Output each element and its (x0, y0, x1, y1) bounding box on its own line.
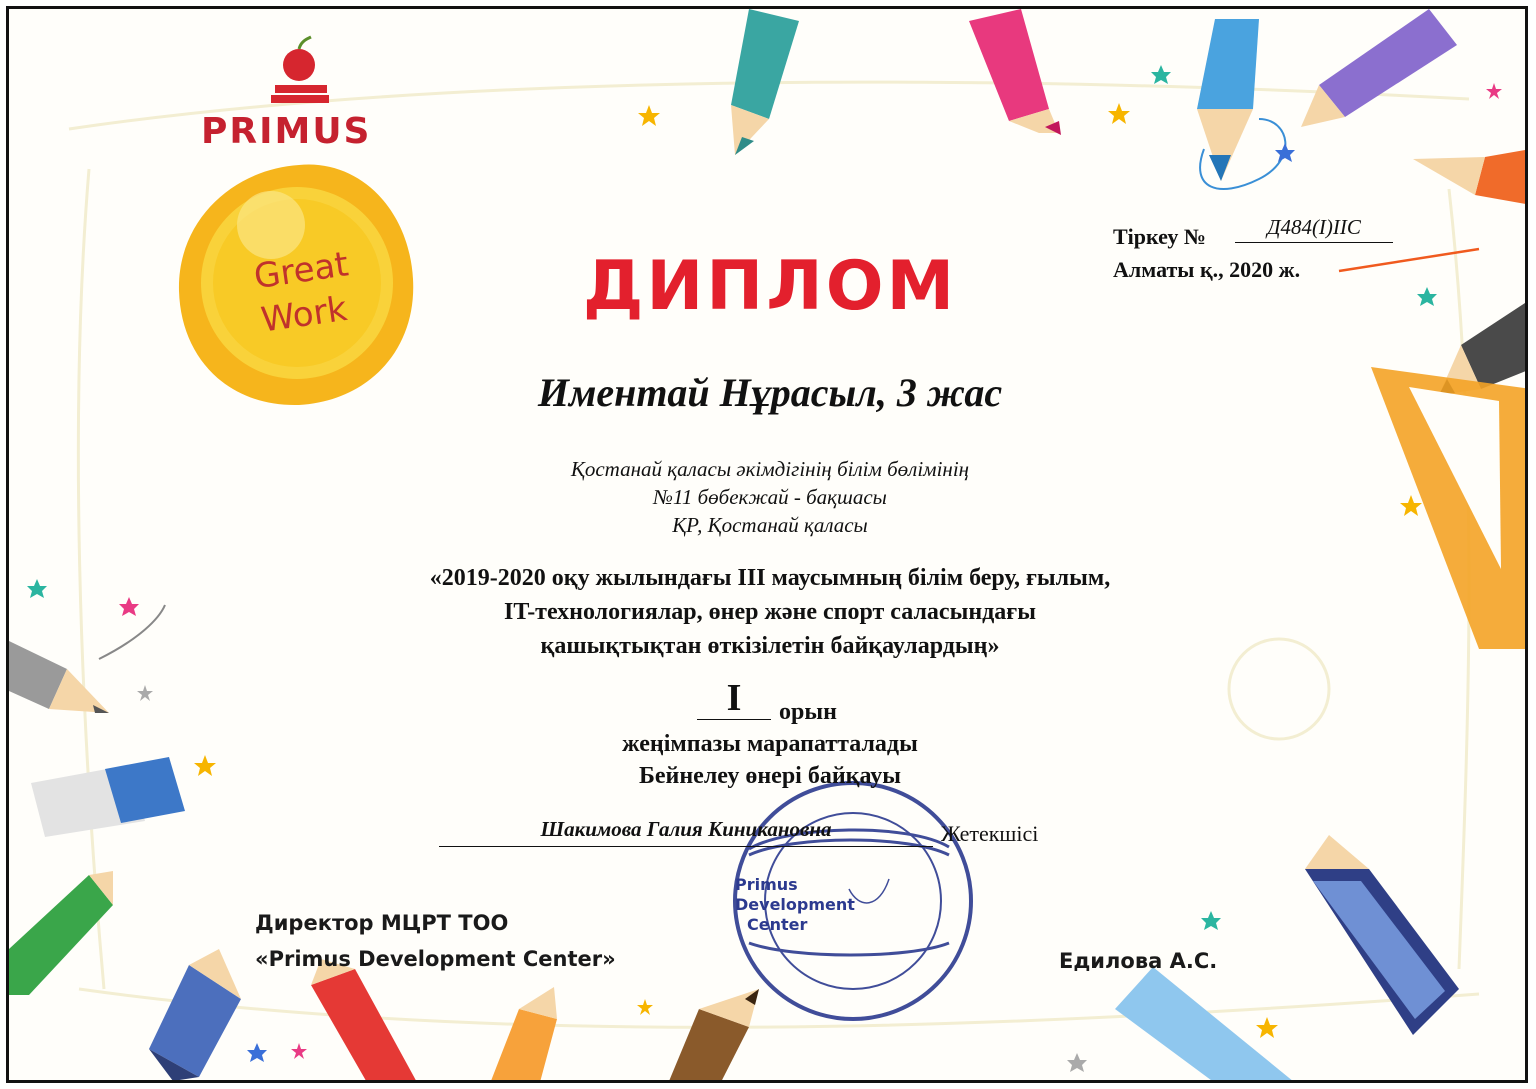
place-label: орын (779, 699, 837, 725)
recipient-name: Иментай Нұрасыл, 3 жас (537, 370, 1003, 415)
stamp-line-2: Development (735, 895, 855, 914)
pencil-icon-brown (667, 989, 759, 1083)
pencil-icon-red (311, 959, 419, 1083)
city-year: Алматы қ., 2020 ж. (1113, 257, 1301, 282)
diploma-certificate (6, 6, 1528, 1083)
place-value: I (697, 677, 771, 720)
pencil-icon-blue-bottom (149, 949, 241, 1081)
contest-line-3: қашықтықтан өткізілетін байқаулардың» (540, 633, 1000, 659)
teacher-role: Жетекшісі (941, 821, 1039, 846)
director-organization: «Primus Development Center» (255, 947, 616, 971)
award-line-2: Бейнелеу өнері байқауы (638, 763, 902, 789)
pencil-icon-orange (1413, 149, 1528, 205)
stamp-line-1: Primus (735, 875, 798, 894)
award-line-1: жеңімпазы марапатталады (622, 731, 918, 757)
director-title: Директор МЦРТ ТОО (255, 911, 509, 935)
pencil-icon-green (9, 871, 113, 995)
pencil-icon-pink (969, 9, 1061, 135)
stamp-line-3: Center (747, 915, 808, 934)
badge-line-1: Great (251, 244, 351, 298)
organization-line-2: №11 бөбекжай - бақшасы (653, 485, 887, 509)
contest-line-1: «2019-2020 оқу жылындағы ІІІ маусымның білім беру, ғылым, (429, 565, 1111, 591)
badge-line-2: Work (258, 288, 350, 341)
brand-logo-text: PRIMUS (201, 111, 372, 152)
director-signer: Едилова А.С. (1059, 949, 1218, 973)
diploma-title: ДИПЛОМ (582, 247, 958, 326)
pencil-icon-orange-bottom (489, 987, 557, 1083)
contest-line-2: IT-технологиялар, өнер және спорт саласындағы (504, 599, 1036, 625)
pencil-icon-blue (1197, 19, 1259, 181)
teacher-name: Шакимова Галия Киникановна (439, 817, 933, 847)
pencil-icon-purple (1301, 9, 1457, 127)
registration-label: Тіркеу № (1113, 224, 1206, 249)
organization-line-1: Қостанай қаласы әкімдігінің білім бөлімінің (570, 457, 970, 481)
registration-number: Д484(I)ІІС (1235, 215, 1393, 243)
organization-line-3: ҚР, Қостанай қаласы (672, 513, 868, 537)
apple-book-icon (271, 37, 329, 103)
